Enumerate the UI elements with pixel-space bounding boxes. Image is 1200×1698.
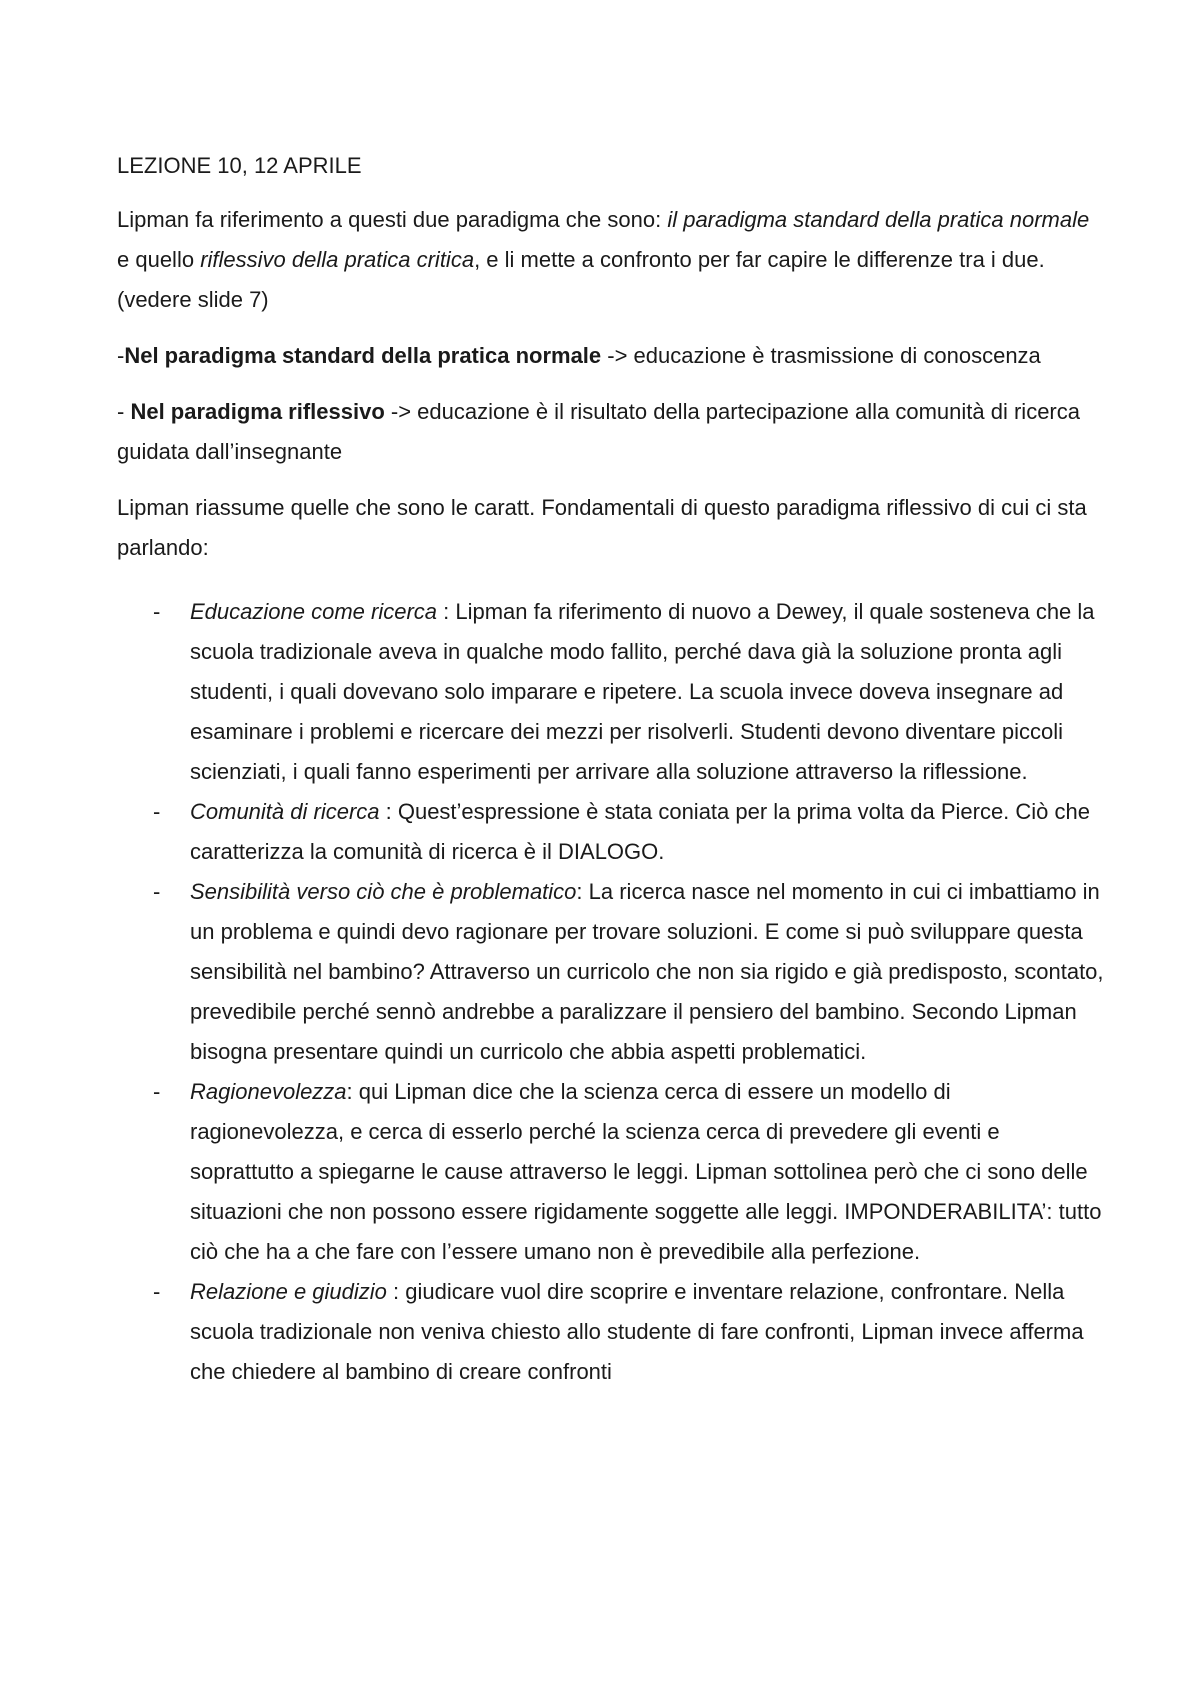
- intro-paragraph: [117, 200, 1107, 320]
- list-item: [117, 592, 1107, 792]
- list-item-text: : La ricerca nasce nel momento in cui ci imbattiamo in un problema e quindi devo ragionare per trovare soluzioni. E come si può sviluppare questa sensibilità nel bambino? Attraverso un curricolo che non sia rigido e già predisposto, scontato, prevedibile perché sennò andrebbe a paralizzare il pensiero del bambino. Secondo Lipman bisogna presentare quindi un curricolo che abbia aspetti problematici.: [190, 879, 1104, 1064]
- bullet-dash: -: [153, 599, 161, 624]
- reflective-paradigm-paragraph: [117, 392, 1107, 472]
- reflective-paradigm-term: riflessivo della pratica critica: [200, 247, 475, 272]
- summary-paragraph: Lipman riassume quelle che sono le caratt. Fondamentali di questo paradigma riflessivo di cui ci sta parlando:: [117, 495, 1087, 560]
- characteristics-list: [117, 592, 1107, 1392]
- paragraph-dash: -: [117, 399, 131, 424]
- standard-paradigm-term: il paradigma standard della pratica normale: [667, 207, 1090, 232]
- list-item-text: : qui Lipman dice che la scienza cerca di essere un modello di ragionevolezza, e cerca di esserlo perché la scienza cerca di prevedere gli eventi e soprattutto a spiegarne le cause attraverso le leggi. Lipman sottolinea però che ci sono delle situazioni che non possono essere rigidamente soggette alle leggi. IMPONDERABILITA’: tutto ciò che ha a che fare con l’essere umano non è prevedibile alla perfezione.: [190, 1079, 1102, 1264]
- bullet-dash: -: [153, 799, 161, 824]
- reflective-paradigm-heading: Nel paradigma riflessivo: [130, 399, 385, 424]
- list-item-text: : Lipman fa riferimento di nuovo a Dewey, il quale sosteneva che la scuola tradizionale aveva in qualche modo fallito, perché dava già la soluzione pronta agli studenti, i quali dovevano solo imparare e ripetere. La scuola invece doveva insegnare ad esaminare i problemi e ricercare dei mezzi per risolverli. Studenti devono diventare piccoli scienziati, i quali fanno esperimenti per arrivare alla soluzione attraverso la riflessione.: [190, 599, 1095, 784]
- standard-paradigm-paragraph: [117, 336, 1107, 376]
- list-item-term: Educazione come ricerca: [190, 599, 438, 624]
- list-item: [117, 1272, 1107, 1392]
- lesson-title: LEZIONE 10, 12 APRILE: [117, 153, 362, 178]
- list-item-text: : Quest’espressione è stata coniata per la prima volta da Pierce. Ciò che caratterizza la comunità di ricerca è il DIALOGO.: [190, 799, 1090, 864]
- reflective-paradigm-text: -> educazione è il risultato della partecipazione alla comunità di ricerca guidata dall’insegnante: [117, 399, 1080, 464]
- intro-text-end: , e li mette a confronto per far capire le differenze tra i due. (vedere slide 7): [117, 247, 1045, 312]
- intro-text-mid: e quello: [117, 247, 201, 272]
- intro-text: Lipman fa riferimento a questi due paradigma che sono:: [117, 207, 668, 232]
- list-item-text: : giudicare vuol dire scoprire e inventare relazione, confrontare. Nella scuola tradizionale non veniva chiesto allo studente di fare confronti, Lipman invece afferma che chiedere al bambino di creare confronti: [190, 1279, 1084, 1384]
- bullet-dash: -: [153, 879, 161, 904]
- document-body: [117, 146, 1107, 1392]
- list-item-term: Relazione e giudizio: [190, 1279, 387, 1304]
- standard-paradigm-heading: Nel paradigma standard della pratica normale: [124, 343, 602, 368]
- list-item: [117, 872, 1107, 1072]
- list-item-term: Sensibilità verso ciò che è problematico: [190, 879, 577, 904]
- standard-paradigm-text: -> educazione è trasmissione di conoscenza: [601, 343, 1041, 368]
- list-item: [117, 1072, 1107, 1272]
- paragraph-dash: -: [117, 343, 125, 368]
- list-item-term: Ragionevolezza: [190, 1079, 347, 1104]
- list-item-term: Comunità di ricerca: [190, 799, 380, 824]
- bullet-dash: -: [153, 1079, 161, 1104]
- list-item: [117, 792, 1107, 872]
- bullet-dash: -: [153, 1279, 161, 1304]
